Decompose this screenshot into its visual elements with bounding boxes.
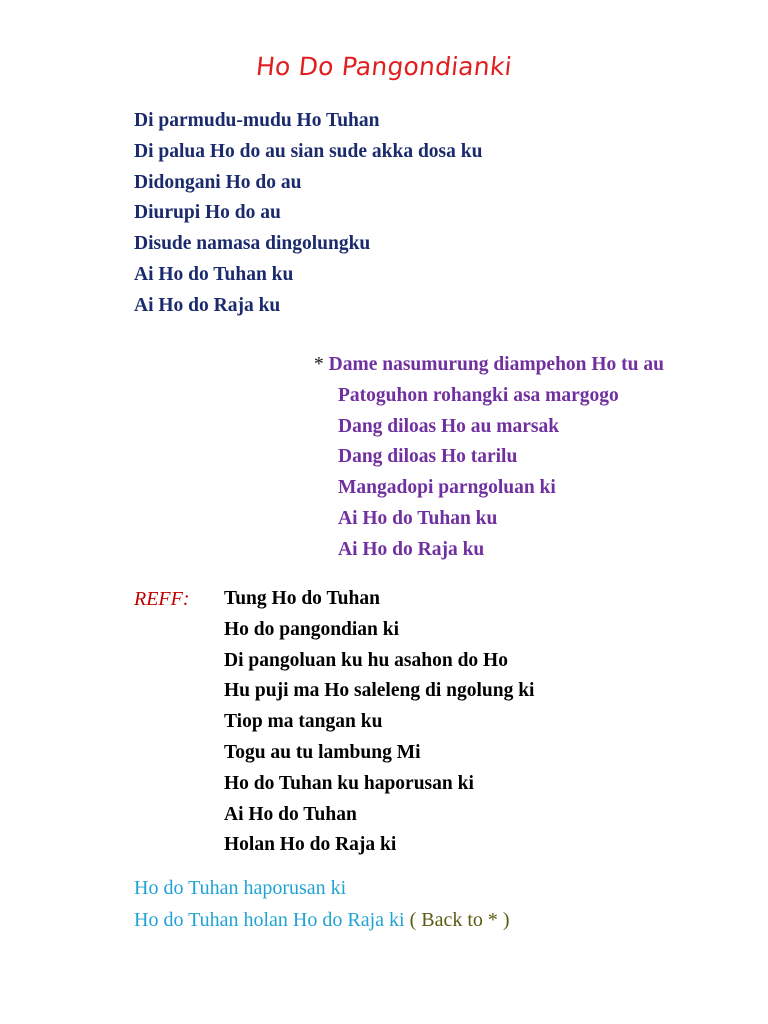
reff-line: Tiop ma tangan ku bbox=[224, 711, 383, 733]
chorus-line: Patoguhon rohangki asa margogo bbox=[338, 384, 619, 406]
reff-line: Togu au tu lambung Mi bbox=[224, 741, 421, 763]
verse-line: Ai Ho do Tuhan ku bbox=[134, 263, 294, 285]
ending-block bbox=[134, 872, 510, 936]
reff-line: Ho do pangondian ki bbox=[224, 618, 400, 640]
reff-line: Ho do Tuhan ku haporusan ki bbox=[224, 772, 474, 794]
reff-label: REFF: bbox=[134, 588, 190, 610]
ending-line-text: Ho do Tuhan holan Ho do Raja ki bbox=[134, 909, 405, 931]
verse-block bbox=[134, 106, 482, 322]
chorus-line bbox=[314, 350, 664, 381]
chorus-line: Dang diloas Ho au marsak bbox=[338, 415, 560, 437]
chorus-block bbox=[314, 350, 664, 566]
reff-block bbox=[224, 584, 534, 861]
chorus-line-text: Dame nasumurung diampehon Ho tu au bbox=[328, 354, 664, 375]
chorus-line: Dang diloas Ho tarilu bbox=[338, 446, 518, 468]
chorus-marker: * bbox=[314, 354, 324, 375]
chorus-line: Ai Ho do Raja ku bbox=[338, 538, 485, 560]
reff-line: Ai Ho do Tuhan bbox=[224, 803, 357, 825]
song-title: Ho Do Pangondianki bbox=[254, 52, 514, 81]
ending-line: Ho do Tuhan haporusan ki bbox=[134, 877, 347, 899]
ending-line bbox=[134, 904, 510, 936]
verse-line: Di parmudu-mudu Ho Tuhan bbox=[134, 110, 380, 131]
reff-line: Holan Ho do Raja ki bbox=[224, 834, 397, 856]
verse-line: Diurupi Ho do au bbox=[134, 202, 281, 224]
chorus-line: Mangadopi parngoluan ki bbox=[338, 477, 556, 499]
verse-line: Didongani Ho do au bbox=[134, 171, 302, 193]
verse-line: Disude namasa dingolungku bbox=[134, 233, 371, 255]
chorus-line: Ai Ho do Tuhan ku bbox=[338, 507, 498, 529]
verse-line: Ai Ho do Raja ku bbox=[134, 294, 281, 316]
reff-line: Di pangoluan ku hu asahon do Ho bbox=[224, 649, 508, 671]
back-to-chorus-note: ( Back to * ) bbox=[409, 909, 510, 931]
reff-line: Hu puji ma Ho saleleng di ngolung ki bbox=[224, 680, 535, 702]
reff-line: Tung Ho do Tuhan bbox=[224, 588, 380, 609]
verse-line: Di palua Ho do au sian sude akka dosa ku bbox=[134, 140, 483, 162]
